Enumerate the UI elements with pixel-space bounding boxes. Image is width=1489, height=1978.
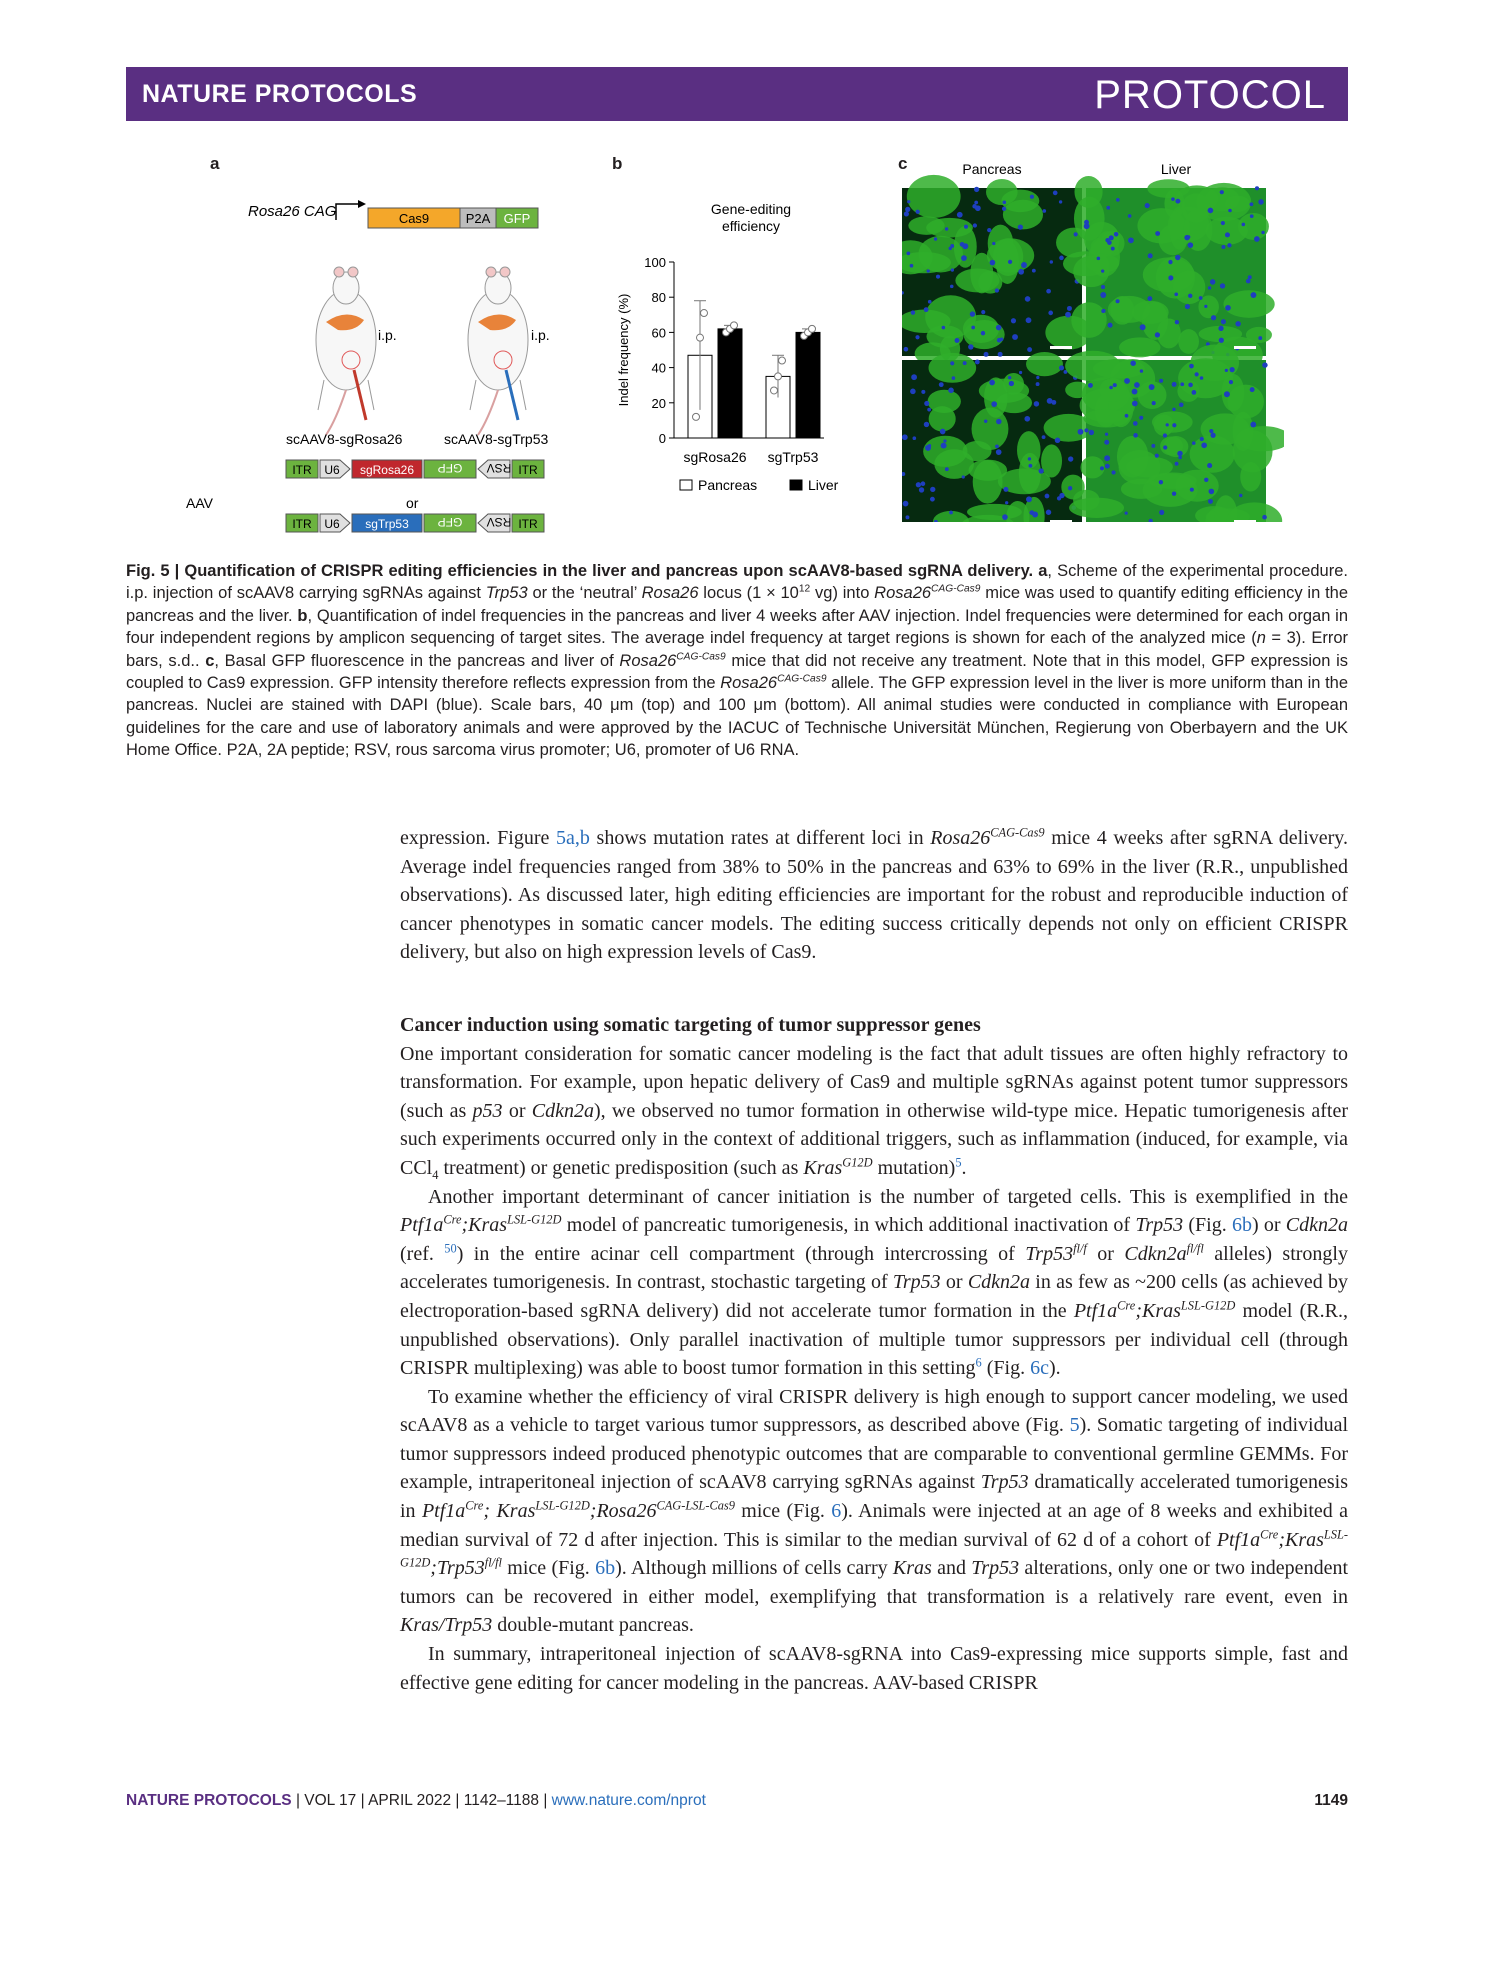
chart-title-line-2: efficiency: [721, 218, 781, 234]
page-number: 1149: [1314, 1792, 1348, 1809]
mouse-right-illustration: [468, 267, 528, 435]
y-tick-label: 40: [651, 360, 666, 376]
footer-volume: VOL 17: [304, 1792, 357, 1809]
figure-5: [126, 150, 1348, 550]
journal-header-bar: [126, 67, 1348, 121]
micrograph-pancreas-top: [902, 175, 1092, 365]
panel-c-micrographs: [902, 154, 1284, 522]
promoter-arrow: [336, 204, 358, 220]
aav-vector-2: [286, 514, 544, 532]
svg-text:U6: U6: [324, 463, 340, 477]
legend-swatch-pancreas: [680, 480, 692, 490]
section-heading: Cancer induction using somatic targeting of tumor suppressor genes: [400, 1013, 981, 1036]
bar-liver-sgrosa26: [718, 329, 742, 438]
p2a-label: P2A: [465, 211, 491, 226]
data-point: [701, 310, 708, 317]
svg-text:ITR: ITR: [518, 463, 538, 477]
aav-label: AAV: [186, 495, 213, 511]
mouse-right-label: scAAV8-sgTrp53: [444, 431, 549, 447]
footer-url[interactable]: www.nature.com/nprot: [551, 1792, 706, 1809]
bar-liver-sgtrp53: [796, 332, 820, 438]
mouse-left-label: scAAV8-sgRosa26: [286, 431, 403, 447]
main-body-text: [400, 824, 1348, 1697]
paragraph-2: One important consideration for somatic cancer modeling is the fact that adult tissues are often highly refractory to transformation. For example, upon hepatic delivery of Cas9 and multiple sgRNAs against potent tumor suppressors (such as p53 or Cdkn2a), we observed no tumor formation in otherwise wild-type mice. Hepatic tumorigenesis after such experiments occurred only in the context of additional triggers, such as inflammation (induced, for example, via CCl$_4$ treatment) or genetic predisposition (such as Kras$^{G12D}$ mutation)$^5$.: [400, 1042, 1348, 1182]
data-point: [697, 334, 704, 341]
svg-text:RSV: RSV: [486, 515, 512, 529]
journal-name: NATURE PROTOCOLS: [142, 80, 418, 108]
svg-text:sgTrp53: sgTrp53: [365, 517, 409, 531]
x-category-label: sgRosa26: [683, 449, 747, 465]
ref-link[interactable]: 5: [955, 1155, 962, 1170]
fig-link[interactable]: 5: [1069, 1414, 1080, 1437]
y-axis-label: Indel frequency (%): [616, 293, 631, 407]
svg-text:ITR: ITR: [292, 517, 312, 531]
caption-title: Fig. 5 | Quantification of CRISPR editing efficiencies in the liver and pancreas upon scAAV8-based sgRNA delivery.: [126, 562, 1034, 580]
svg-text:ITR: ITR: [518, 517, 538, 531]
footer-date: APRIL 2022: [368, 1792, 452, 1809]
data-point: [775, 373, 782, 380]
scale-bar: [1050, 520, 1072, 522]
panel-c-letter: c: [898, 154, 908, 173]
y-tick-label: 60: [651, 325, 666, 341]
micrograph-column-label: Pancreas: [962, 161, 1022, 177]
panel-a-scheme: [186, 190, 656, 560]
cas9-label: Cas9: [398, 211, 430, 226]
svg-text:U6: U6: [324, 517, 340, 531]
micrograph-pancreas-bottom: [902, 352, 1093, 522]
ip-label-right: i.p.: [531, 327, 550, 343]
data-point: [693, 413, 700, 420]
svg-text:GFP: GFP: [437, 461, 463, 475]
footer-journal: NATURE PROTOCOLS: [126, 1792, 292, 1809]
legend-label-pancreas: Pancreas: [698, 477, 758, 493]
fig-link[interactable]: 5a,b: [556, 827, 590, 849]
gfp-label: GFP: [503, 211, 531, 226]
mouse-left-illustration: [316, 267, 376, 435]
y-tick-label: 80: [651, 290, 666, 306]
fig-link[interactable]: 6: [831, 1500, 842, 1523]
data-point: [809, 325, 816, 332]
svg-text:RSV: RSV: [486, 461, 512, 475]
data-point: [779, 357, 786, 364]
legend-label-liver: Liver: [808, 477, 839, 493]
y-tick-label: 100: [644, 255, 666, 270]
page-footer: NATURE PROTOCOLS | VOL 17 | APRIL 2022 | 1142–1188 | www.nature.com/nprot 1149: [126, 1792, 1348, 1809]
article-type: PROTOCOL: [1094, 73, 1326, 117]
paragraph-5: In summary, intraperitoneal injection of scAAV8-sgRNA into Cas9-expressing mice supports simple, fast and effective gene editing for cancer modeling in the pancreas. AAV-based CRISPR: [400, 1643, 1348, 1694]
panel-b-bar-chart: [606, 180, 876, 510]
legend-swatch-liver: [790, 480, 802, 490]
footer-pages: 1142–1188: [463, 1792, 540, 1809]
ref-link[interactable]: 6: [975, 1355, 982, 1370]
or-label: or: [406, 495, 419, 511]
fig-link[interactable]: 6b: [1231, 1214, 1252, 1237]
scale-bar: [1234, 520, 1256, 522]
paragraph-1: expression. Figure 5a,b shows mutation rates at different loci in $Rosa26^{CAG-Cas9}$ mice 4 weeks after sgRNA delivery. Average indel frequencies ranged from 38% to 50% in the pancreas and 63% to 69% in the liver (R.R., unpublished observations). As discussed later, high editing efficiencies are important for the robust and reproducible induction of cancer phenotypes in somatic cancer models. The editing success critically depends not only on efficient CRISPR delivery, but also on high expression levels of Cas9.: [400, 825, 1348, 964]
fig-link[interactable]: 6b: [595, 1557, 616, 1580]
svg-text:sgRosa26: sgRosa26: [359, 463, 415, 477]
paragraph-4: To examine whether the efficiency of viral CRISPR delivery is high enough to support cancer modeling, we used scAAV8 as a vehicle to target various tumor suppressors, as described above (Fig. 5). Somatic targeting of individual tumor suppressors indeed produced phenotypic outcomes that are comparable to conventional germline GEMMs. For example, intraperitoneal injection of scAAV8 carrying sgRNAs against Trp53 dramatically accelerated tumorigenesis in $Ptf1a^{Cre}$; $Kras^{LSL-G12D};Rosa26^{CAG-LSL-Cas9}$ mice (Fig. 6). Animals were injected at an age of 8 weeks and exhibited a median survival of 72 d after injection. This is similar to the median survival of 62 d of a cohort of $Ptf1a^{Cre};Kras^{LSL-G12D};Trp53^{fl/fl}$ mice (Fig. 6b). Although millions of cells carry Kras and Trp53 alterations, only one or two independent tumors can be recovered in either model, exemplifying that transformation is a relatively rare event, even in Kras/Trp53 double-mutant pancreas.: [400, 1385, 1349, 1637]
scale-bar: [1234, 346, 1256, 349]
micrograph-column-label: Liver: [1160, 161, 1192, 177]
panel-a-letter: a: [210, 154, 220, 173]
ref-link[interactable]: 50: [444, 1241, 457, 1256]
svg-text:GFP: GFP: [437, 515, 463, 529]
ip-label-left: i.p.: [378, 327, 397, 343]
figure-caption: Fig. 5 | Quantification of CRISPR editing efficiencies in the liver and pancreas upon scAAV8-based sgRNA delivery. a, Scheme of the experimental procedure. i.p. injection of scAAV8 carrying sgRNAs against Trp53 or the ‘neutral’ Rosa26 locus ($1 \times 10^{12}$ vg) into $Rosa26^{CAG-Cas9}$ mice was used to quantify editing efficiency in the pancreas and the liver. b, Quantification of indel frequencies in the pancreas and liver 4 weeks after AAV injection. Indel frequencies were determined for each organ in four independent regions by amplicon sequencing of target sites. The average indel frequency at target regions is shown for each of the analyzed mice (n = 3). Error bars, s.d.. c, Basal GFP fluorescence in the pancreas and liver of $Rosa26^{CAG-Cas9}$ mice that did not receive any treatment. Note that in this model, GFP expression is coupled to Cas9 expression. GFP intensity therefore reflects expression from the $Rosa26^{CAG-Cas9}$ allele. The GFP expression level in the liver is more uniform than in the pancreas. Nuclei are stained with DAPI (blue). Scale bars, 40 μm (top) and 100 μm (bottom). All animal studies were conducted in compliance with European guidelines for the care and use of laboratory animals and were approved by the IACUC of Technische Universität München, Regierung von Oberbayern and the UK Home Office. P2A, 2A peptide; RSV, rous sarcoma virus promoter; U6, promoter of U6 RNA.: [126, 562, 1349, 760]
y-tick-label: 0: [658, 431, 666, 446]
data-point: [731, 322, 738, 329]
micrograph-liver-top: [1063, 176, 1275, 374]
construct-label: Rosa26 CAG: [248, 203, 337, 220]
data-point: [771, 387, 778, 394]
x-category-label: sgTrp53: [767, 449, 819, 465]
chart-title-line-1: Gene-editing: [710, 201, 792, 217]
y-tick-label: 20: [651, 395, 666, 411]
aav-vector-1: [286, 460, 544, 478]
scale-bar: [1050, 346, 1072, 349]
panel-b-letter: b: [612, 154, 623, 173]
fig-link[interactable]: 6c: [1030, 1357, 1049, 1380]
paragraph-3: Another important determinant of cancer initiation is the number of targeted cells. This is exemplified in the $Ptf1a^{Cre};Kras^{LSL-G12D}$ model of pancreatic tumorigenesis, in which additional inactivation of Trp53 (Fig. 6b) or Cdkn2a (ref. $^{50}$) in the entire acinar cell compartment (through intercrossing of $Trp53^{fl/f}$ or $Cdkn2a^{fl/fl}$ alleles) strongly accelerates tumorigenesis. In contrast, stochastic targeting of Trp53 or Cdkn2a in as few as ~200 cells (as achieved by electroporation-based sgRNA delivery) did not accelerate tumor formation in the $Ptf1a^{Cre};Kras^{LSL-G12D}$ model (R.R., unpublished observations). Only parallel inactivation of multiple tumor suppressors per individual cell (through CRISPR multiplexing) was able to boost tumor formation in this setting$^6$ (Fig. 6c).: [400, 1185, 1348, 1380]
svg-text:ITR: ITR: [292, 463, 312, 477]
micrograph-liver-bottom: [1065, 344, 1284, 522]
